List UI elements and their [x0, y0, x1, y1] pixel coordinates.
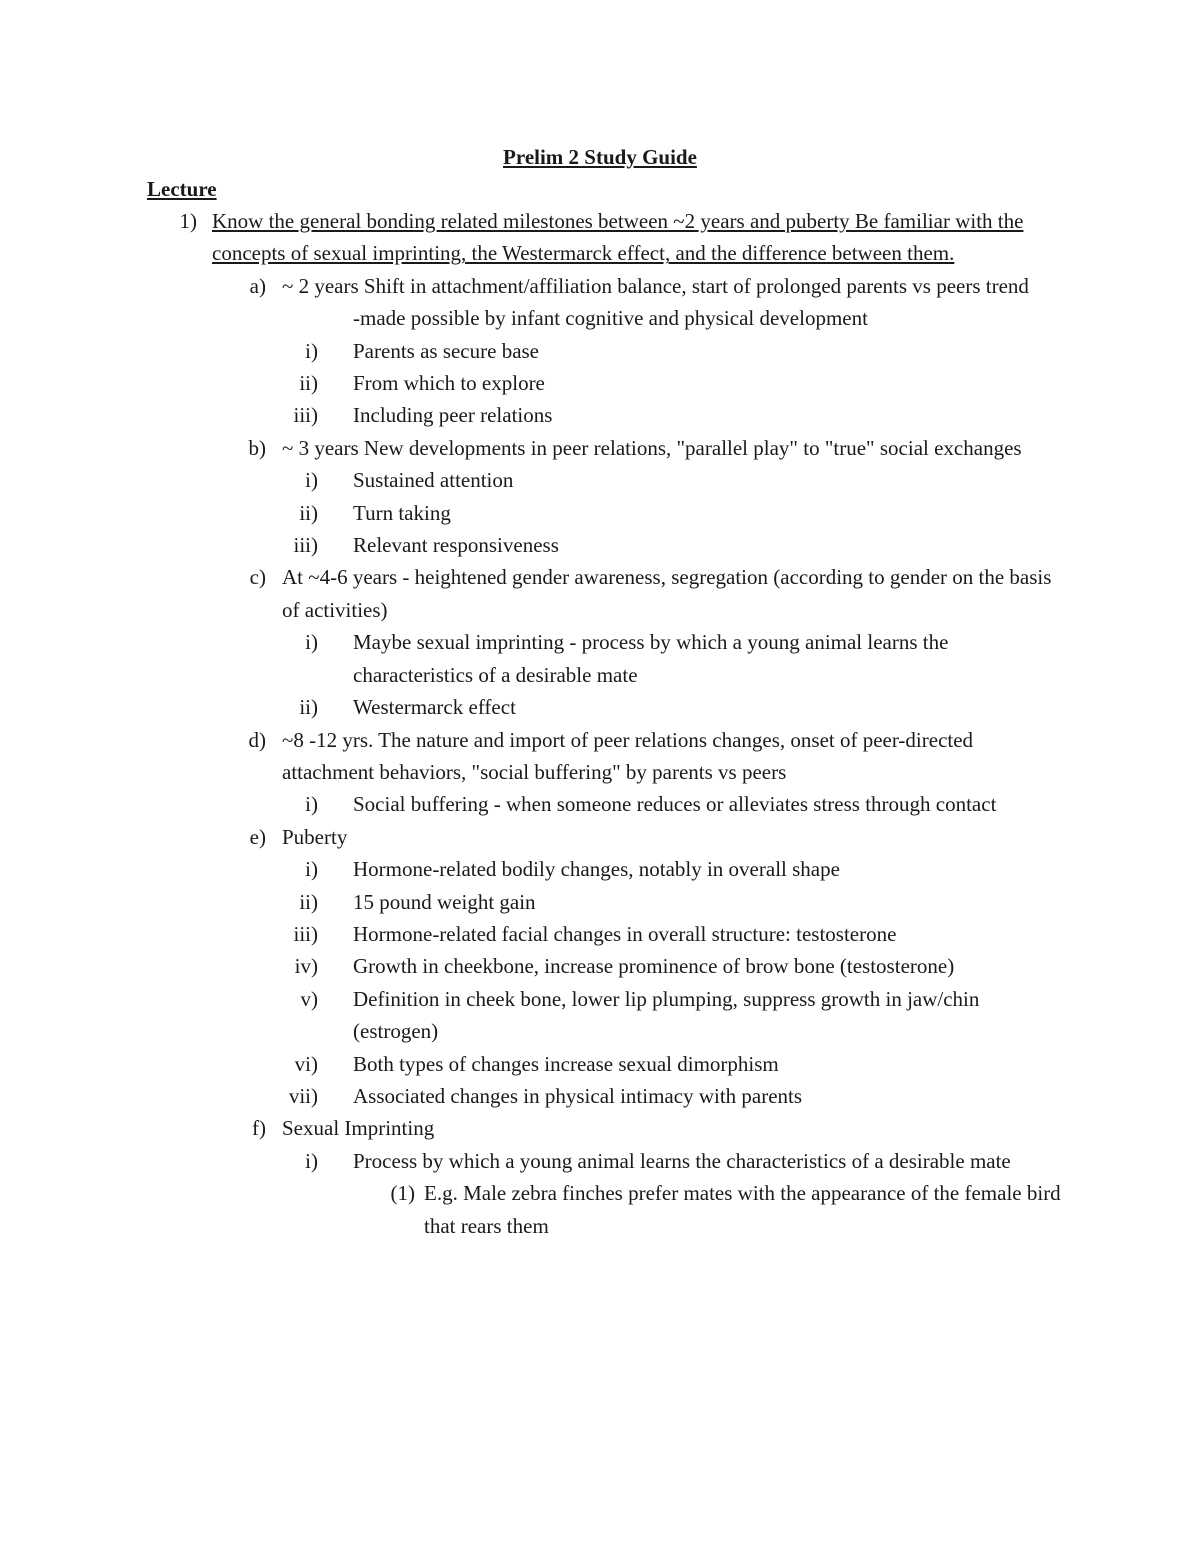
- list-marker: i): [305, 630, 318, 655]
- list-marker: ii): [299, 500, 318, 525]
- list-item: [0, 205, 1200, 270]
- list-item: [0, 918, 1200, 950]
- list-item-text: ~8 -12 yrs. The nature and import of peer relations changes, onset of peer-directed attachment behaviors, "social buffering" by parents vs peers: [282, 727, 974, 784]
- list-item: [0, 561, 1200, 626]
- list-item: [0, 432, 1200, 464]
- list-item-text: Sustained attention: [353, 468, 514, 493]
- list-marker: i): [305, 338, 318, 363]
- list-marker: i): [305, 792, 318, 817]
- list-item-text: Maybe sexual imprinting - process by which a young animal learns the characteristics of a desirable mate: [353, 630, 949, 687]
- list-marker: ii): [299, 371, 318, 396]
- list-item-text: -made possible by infant cognitive and physical development: [353, 306, 868, 331]
- list-item-text: Both types of changes increase sexual dimorphism: [353, 1051, 779, 1076]
- list-marker: (1): [390, 1181, 415, 1206]
- list-marker: iii): [293, 533, 318, 558]
- list-item-text: Westermarck effect: [353, 695, 516, 720]
- list-item-text: Process by which a young animal learns the characteristics of a desirable mate: [353, 1148, 1011, 1173]
- list-item-text: ~ 3 years New developments in peer relations, "parallel play" to "true" social exchanges: [282, 435, 1022, 460]
- list-marker: iii): [293, 403, 318, 428]
- list-marker: e): [249, 824, 266, 849]
- list-item-text: ~ 2 years Shift in attachment/affiliation balance, start of prolonged parents vs peers trend: [282, 273, 1029, 298]
- list-marker: vii): [288, 1083, 318, 1108]
- list-item-text: Growth in cheekbone, increase prominence of brow bone (testosterone): [353, 954, 955, 979]
- list-item: [0, 399, 1200, 431]
- list-item: [0, 983, 1200, 1048]
- list-marker: c): [249, 565, 266, 590]
- list-marker: i): [305, 857, 318, 882]
- list-item: [0, 853, 1200, 885]
- section-heading: Lecture: [147, 177, 217, 201]
- list-item: [0, 1080, 1200, 1112]
- outline-list: [0, 205, 1200, 1242]
- list-item-text: At ~4-6 years - heightened gender awareness, segregation (according to gender on the basis of activities): [282, 565, 1052, 622]
- list-item-text: 15 pound weight gain: [353, 889, 536, 914]
- list-item: [0, 1112, 1200, 1144]
- list-item-text: Know the general bonding related milestones between ~2 years and puberty Be familiar with the concepts of sexual imprinting, the Westermarck effect, and the difference between them.: [212, 209, 1024, 266]
- list-item: [0, 1048, 1200, 1080]
- list-item: [0, 691, 1200, 723]
- list-marker: a): [249, 273, 266, 298]
- list-item: [0, 464, 1200, 496]
- list-item: [0, 950, 1200, 982]
- list-marker: b): [248, 435, 266, 460]
- list-item-text: E.g. Male zebra finches prefer mates with the appearance of the female bird that rears them: [424, 1181, 1061, 1238]
- list-item: [0, 335, 1200, 367]
- list-marker: iii): [293, 921, 318, 946]
- list-marker: ii): [299, 695, 318, 720]
- list-marker: ii): [299, 889, 318, 914]
- list-marker: v): [300, 986, 318, 1011]
- list-marker: i): [305, 468, 318, 493]
- list-item-text: Including peer relations: [353, 403, 553, 428]
- list-marker: d): [248, 727, 266, 752]
- list-item-text: Hormone-related bodily changes, notably in overall shape: [353, 857, 840, 882]
- list-item-text: Puberty: [282, 824, 348, 849]
- list-marker: i): [305, 1148, 318, 1173]
- list-marker: vi): [294, 1051, 318, 1076]
- list-item: [0, 302, 1200, 334]
- list-item-text: Hormone-related facial changes in overall structure: testosterone: [353, 921, 897, 946]
- list-item-text: Turn taking: [353, 500, 451, 525]
- page-title: Prelim 2 Study Guide: [503, 145, 697, 169]
- list-marker: iv): [294, 954, 318, 979]
- list-item-text: Social buffering - when someone reduces or alleviates stress through contact: [353, 792, 997, 817]
- list-marker: 1): [179, 209, 197, 233]
- list-item-text: Associated changes in physical intimacy with parents: [353, 1083, 803, 1108]
- list-item: [0, 529, 1200, 561]
- list-item: [0, 788, 1200, 820]
- list-item: [0, 626, 1200, 691]
- list-item: [0, 1145, 1200, 1177]
- list-item: [0, 1177, 1200, 1242]
- list-item: [0, 270, 1200, 302]
- list-item-text: From which to explore: [353, 371, 545, 396]
- list-item: [0, 724, 1200, 789]
- list-item: [0, 367, 1200, 399]
- list-marker: f): [252, 1116, 266, 1141]
- list-item: [0, 886, 1200, 918]
- list-item-text: Definition in cheek bone, lower lip plumping, suppress growth in jaw/chin (estrogen): [353, 986, 980, 1044]
- list-item-text: Sexual Imprinting: [282, 1116, 435, 1141]
- list-item: [0, 821, 1200, 853]
- list-item-text: Relevant responsiveness: [353, 533, 559, 558]
- list-item: [0, 497, 1200, 529]
- list-item-text: Parents as secure base: [353, 338, 540, 363]
